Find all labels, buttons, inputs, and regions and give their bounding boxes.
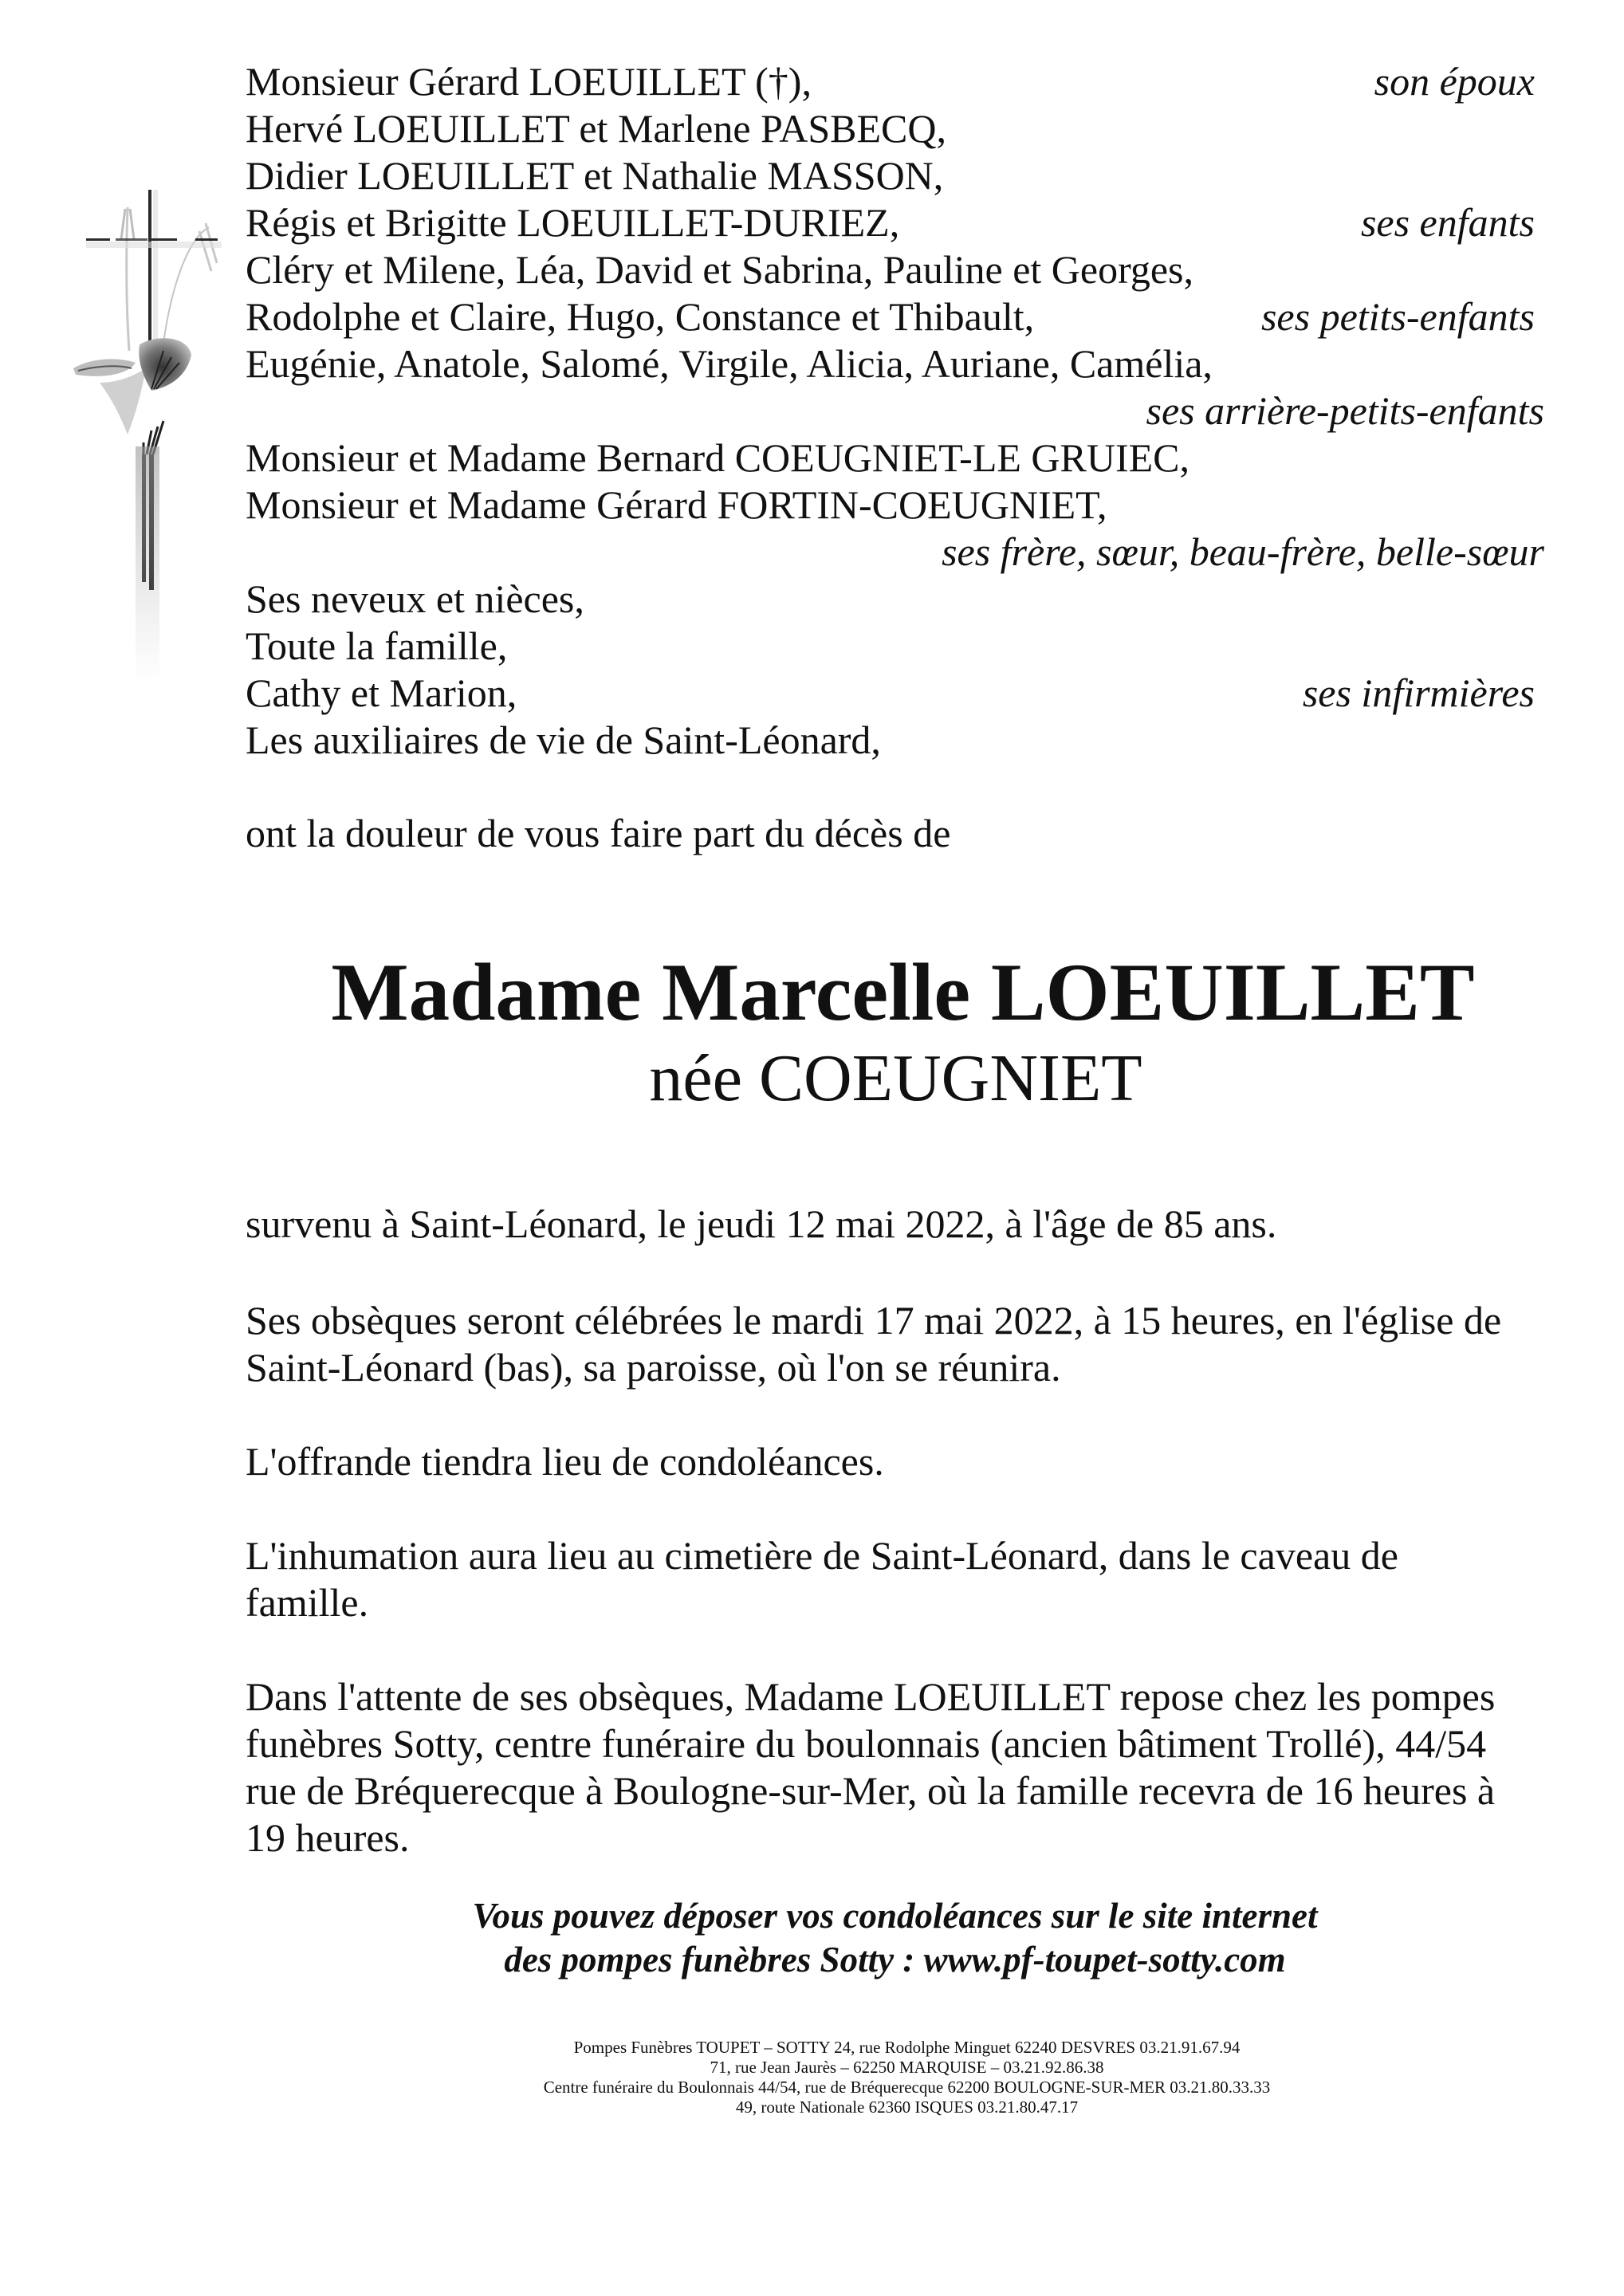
announcement-intro: ont la douleur de vous faire part du décès de	[246, 811, 951, 855]
repose-details-line: funèbres Sotty, centre funéraire du boulonnais (ancien bâtiment Trollé), 44/54	[246, 1721, 1487, 1766]
footer-address-line: 49, route Nationale 62360 ISQUES 03.21.80.47.17	[735, 2097, 1079, 2117]
mourner-line: Monsieur et Madame Gérard FORTIN-COEUGNIET,	[246, 482, 1107, 527]
repose-details-line: rue de Bréquerecque à Boulogne-sur-Mer, où la famille recevra de 16 heures à	[246, 1768, 1496, 1813]
repose-details-line: Dans l'attente de ses obsèques, Madame LOEUILLET repose chez les pompes	[246, 1674, 1496, 1719]
relation-label: ses arrière-petits-enfants	[1146, 388, 1544, 433]
mourner-line: Monsieur Gérard LOEUILLET (†),	[246, 59, 812, 104]
burial-details-line: famille.	[246, 1580, 369, 1625]
offering-details: L'offrande tiendra lieu de condoléances.	[246, 1439, 884, 1484]
deceased-maiden-name: née COEUGNIET	[649, 1041, 1142, 1115]
mourner-line: Toute la famille,	[246, 623, 508, 668]
mourner-line: Hervé LOEUILLET et Marlene PASBECQ,	[246, 106, 947, 151]
footer-address-line: Pompes Funèbres TOUPET – SOTTY 24, rue Rodolphe Minguet 62240 DESVRES 03.21.91.67.94	[573, 2038, 1241, 2057]
footer-address-line: 71, rue Jean Jaurès – 62250 MARQUISE – 03.21.92.86.38	[710, 2058, 1104, 2077]
mourner-line: Eugénie, Anatole, Salomé, Virgile, Alicia, Auriane, Camélia,	[246, 341, 1213, 386]
death-details: survenu à Saint-Léonard, le jeudi 12 mai 2022, à l'âge de 85 ans.	[246, 1201, 1277, 1246]
relation-label: ses petits-enfants	[1260, 294, 1535, 339]
repose-details-line: 19 heures.	[246, 1815, 410, 1860]
relation-label: son époux	[1374, 59, 1535, 104]
footer-address-line: Centre funéraire du Boulonnais 44/54, rue de Bréquerecque 62200 BOULOGNE-SUR-MER 03.21.80.33.33	[543, 2078, 1271, 2097]
mourner-line: Cléry et Milene, Léa, David et Sabrina, Pauline et Georges,	[246, 247, 1193, 292]
mourner-line: Monsieur et Madame Bernard COEUGNIET-LE GRUIEC,	[246, 435, 1190, 480]
cross-with-lily-icon	[32, 159, 239, 718]
mourner-line: Ses neveux et nièces,	[246, 576, 584, 621]
relation-label: ses frère, sœur, beau-frère, belle-sœur	[942, 529, 1544, 574]
mourner-line: Cathy et Marion,	[246, 670, 517, 715]
mourner-line: Les auxiliaires de vie de Saint-Léonard,	[246, 718, 881, 762]
mourner-line: Didier LOEUILLET et Nathalie MASSON,	[246, 153, 944, 198]
funeral-details-line: Saint-Léonard (bas), sa paroisse, où l'on se réunira.	[246, 1345, 1061, 1390]
burial-details-line: L'inhumation aura lieu au cimetière de Saint-Léonard, dans le caveau de	[246, 1533, 1398, 1578]
relation-label: ses infirmières	[1302, 670, 1535, 715]
relation-label: ses enfants	[1360, 200, 1535, 245]
mourner-line: Rodolphe et Claire, Hugo, Constance et Thibault,	[246, 294, 1035, 339]
condolences-note-line: Vous pouvez déposer vos condoléances sur le site internet	[472, 1896, 1318, 1936]
mourner-line: Régis et Brigitte LOEUILLET-DURIEZ,	[246, 200, 900, 245]
deceased-name: Madame Marcelle LOEUILLET	[331, 947, 1475, 1038]
condolences-note-line: des pompes funèbres Sotty : www.pf-toupet-sotty.com	[504, 1940, 1286, 1980]
funeral-details-line: Ses obsèques seront célébrées le mardi 17 mai 2022, à 15 heures, en l'église de	[246, 1298, 1502, 1343]
